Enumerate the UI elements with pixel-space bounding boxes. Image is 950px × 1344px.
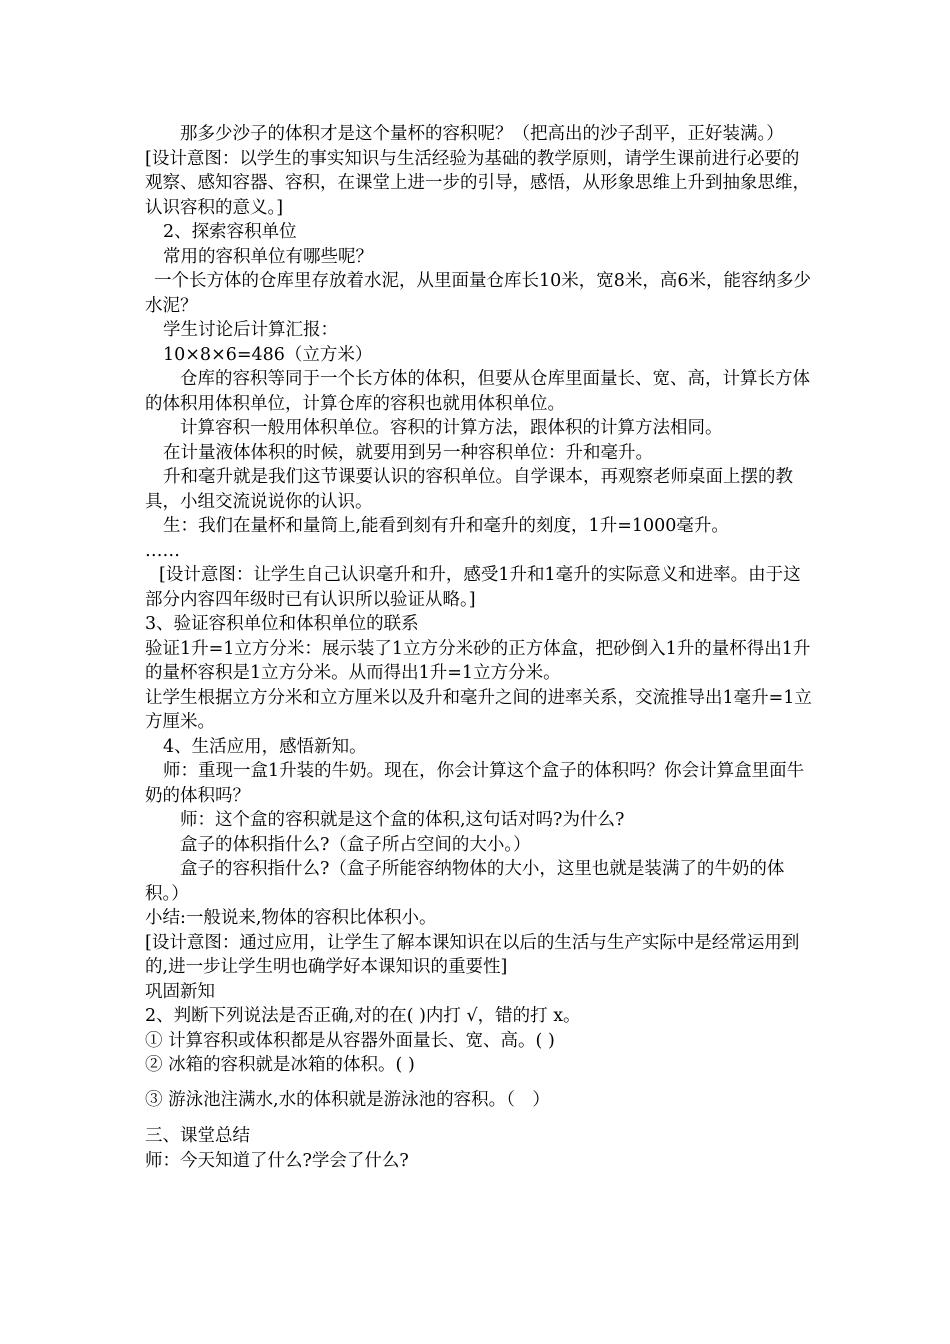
paragraph-teacher-closing: 师：今天知道了什么?学会了什么? <box>145 1150 409 1171</box>
design-intent-2: [设计意图：让学生自己认识毫升和升，感受1升和1毫升的实际意义和进率。由于这部分内容四年级时已有认识所以验证从略。] <box>145 565 801 610</box>
exercise-item-2: ② 冰箱的容积就是冰箱的体积。( ) <box>145 1055 415 1075</box>
paragraph-self-study: 升和毫升就是我们这节课要认识的容积单位。自学课本，再观察老师桌面上摆的教具，小组交流说说你的认识。 <box>145 467 793 512</box>
paragraph-teacher-question: 师：这个盒的容积就是这个盒的体积,这句话对吗?为什么? <box>180 810 625 830</box>
section-heading-class-summary: 三、课堂总结 <box>145 1126 250 1146</box>
paragraph-derive-milliliter: 让学生根据立方分米和立方厘米以及升和毫升之间的进率关系，交流推导出1毫升=1立方厘米。 <box>145 687 812 732</box>
paragraph-sand-question: 那多少沙子的体积才是这个量杯的容积呢？（把高出的沙子刮平，正好装满。） <box>180 124 784 144</box>
exercise-item-3: ③ 游泳池注满水,水的体积就是游泳池的容积。（ ） <box>145 1089 550 1110</box>
design-intent-3: [设计意图：通过应用，让学生了解本课知识在以后的生活与生产实际中是经常运用到的,进一步让学生明也确学好本课知识的重要性] <box>145 932 800 977</box>
paragraph-warehouse-volume: 仓库的容积等同于一个长方体的体积，但要从仓库里面量长、宽、高，计算长方体的体积用体积单位，计算仓库的容积也就用体积单位。 <box>145 369 810 414</box>
paragraph-warehouse-problem: 一个长方体的仓库里存放着水泥，从里面量仓库长10米，宽8米，高6米，能容纳多少水泥？ <box>145 271 812 316</box>
paragraph-box-capacity: 盒子的容积指什么?（盒子所能容纳物体的大小，这里也就是装满了的牛奶的体积。） <box>145 859 785 904</box>
paragraph-student-report: 学生讨论后计算汇报： <box>163 320 338 340</box>
paragraph-common-units: 常用的容积单位有哪些呢？ <box>163 246 373 267</box>
paragraph-volume-units: 计算容积一般用体积单位。容积的计算方法，跟体积的计算方法相同。 <box>180 418 723 438</box>
section-heading-consolidate: 巩固新知 <box>145 981 215 1002</box>
paragraph-summary: 小结:一般说来,物体的容积比体积小。 <box>145 908 437 928</box>
spacer <box>145 1112 815 1124</box>
exercise-instruction: 2、判断下列说法是否正确,对的在( )内打 √，错的打 x。 <box>145 1006 581 1026</box>
paragraph-liquid-units: 在计量液体体积的时候，就要用到另一种容积单位：升和毫升。 <box>163 442 653 463</box>
paragraph-student-answer: 生：我们在量杯和量筒上,能看到刻有升和毫升的刻度，1升=1000毫升。 <box>163 516 729 536</box>
paragraph-box-volume: 盒子的体积指什么?（盒子所占空间的大小。） <box>180 834 531 855</box>
section-heading-explore-units: 2、探索容积单位 <box>163 222 297 242</box>
exercise-item-1: ① 计算容积或体积都是从容器外面量长、宽、高。( ) <box>145 1030 555 1051</box>
paragraph-verify-liter: 验证1升=1立方分米：展示装了1立方分米砂的正方体盒，把砂倒入1升的量杯得出1升的量杯容积是1立方分米。从而得出1升=1立方分米。 <box>145 638 811 683</box>
paragraph-milk-box: 师：重现一盒1升装的牛奶。现在，你会计算这个盒子的体积吗？你会计算盒里面牛奶的体积吗？ <box>145 761 805 806</box>
document-body <box>145 122 815 1173</box>
paragraph-calculation: 10×8×6=486（立方米） <box>163 344 373 365</box>
section-heading-application: 4、生活应用，感悟新知。 <box>163 736 367 757</box>
spacer <box>145 1078 815 1088</box>
design-intent-1: [设计意图：以学生的事实知识与生活经验为基础的教学原则，请学生课前进行必要的观察、感知容器、容积，在课堂上进一步的引导，感悟，从形象思维上升到抽象思维，认识容积的意义。] <box>145 148 810 218</box>
ellipsis: …… <box>145 540 180 561</box>
section-heading-verify-relation: 3、验证容积单位和体积单位的联系 <box>145 614 419 634</box>
